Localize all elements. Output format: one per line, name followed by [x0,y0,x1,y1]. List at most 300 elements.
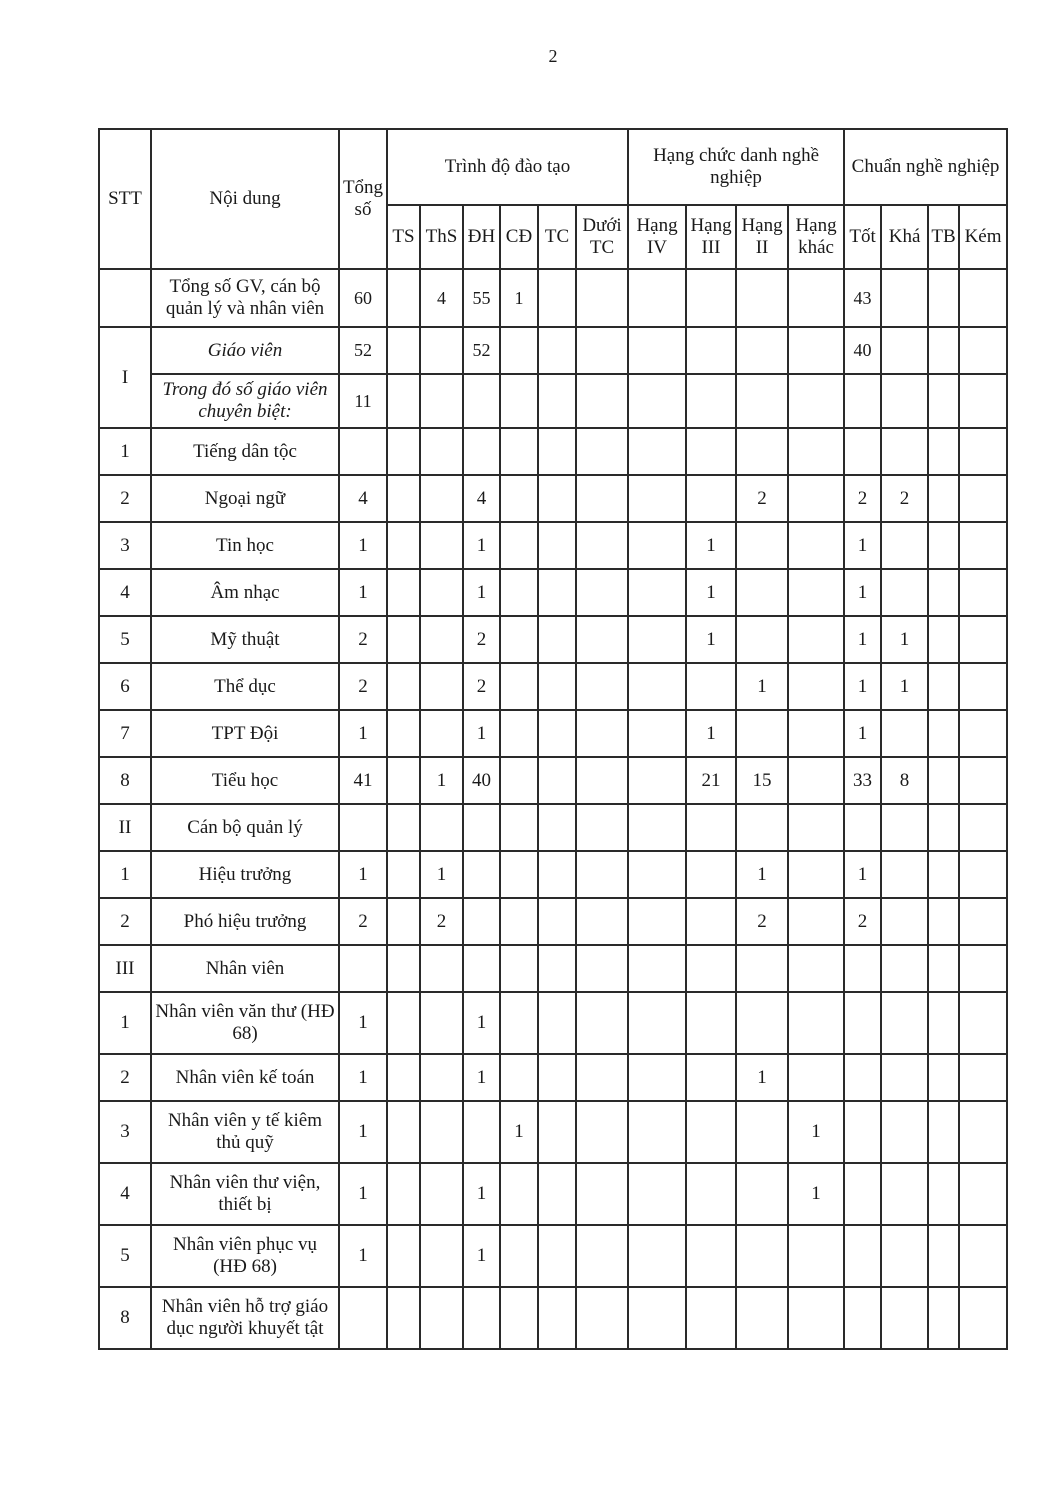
value-cell [928,898,959,945]
value-cell [844,1225,881,1287]
value-cell [538,992,576,1054]
value-cell [959,428,1007,475]
value-cell [881,1163,928,1225]
stt-cell: 2 [99,898,151,945]
value-cell [788,898,844,945]
value-cell: 40 [844,327,881,374]
stt-cell: 3 [99,522,151,569]
value-cell [686,269,736,327]
value-cell: 1 [788,1163,844,1225]
empty-cell [928,945,959,992]
value-cell [686,898,736,945]
value-cell [576,1101,628,1163]
value-cell [538,663,576,710]
table-row [99,475,1007,522]
section-header-row [99,945,1007,992]
table-row [99,663,1007,710]
value-cell [736,374,788,428]
value-cell: 1 [463,1054,500,1101]
value-cell [463,851,500,898]
value-cell [881,710,928,757]
value-cell [788,710,844,757]
value-cell [500,1054,538,1101]
value-cell [736,269,788,327]
empty-cell [339,804,387,851]
value-cell: 4 [463,475,500,522]
value-cell [387,269,420,327]
value-cell [736,710,788,757]
value-cell [420,616,463,663]
value-cell [339,1287,387,1349]
row-label: Nhân viên kế toán [151,1054,339,1101]
header-rank-group: Hạng chức danh nghề nghiệp [628,129,844,205]
stt-cell: 4 [99,569,151,616]
value-cell [928,851,959,898]
value-cell [628,475,686,522]
value-cell [576,327,628,374]
value-cell [576,757,628,804]
value-cell [788,1225,844,1287]
value-cell [538,1054,576,1101]
value-cell [928,327,959,374]
row-label: Thể dục [151,663,339,710]
row-label: Hiệu trưởng [151,851,339,898]
value-cell [538,851,576,898]
row-label: Âm nhạc [151,569,339,616]
summary-row [99,269,1007,327]
value-cell: 1 [339,1054,387,1101]
value-cell [881,327,928,374]
empty-cell [628,945,686,992]
value-cell [928,992,959,1054]
value-cell [500,522,538,569]
value-cell [736,1101,788,1163]
value-cell [928,1054,959,1101]
value-cell: 2 [339,663,387,710]
value-cell [736,616,788,663]
value-cell [881,1287,928,1349]
value-cell [788,569,844,616]
value-cell: 1 [844,663,881,710]
row-label: Nhân viên phục vụ (HĐ 68) [151,1225,339,1287]
value-cell [576,851,628,898]
value-cell [788,757,844,804]
row-label: TPT Đội [151,710,339,757]
value-cell [881,428,928,475]
value-cell [387,428,420,475]
value-cell [928,1287,959,1349]
value-cell [420,569,463,616]
value-cell [387,1225,420,1287]
empty-cell [420,804,463,851]
value-cell [959,1054,1007,1101]
value-cell [959,475,1007,522]
empty-cell [686,804,736,851]
value-cell [538,1225,576,1287]
value-cell [628,663,686,710]
value-cell [686,1054,736,1101]
value-cell [387,1054,420,1101]
value-cell [686,374,736,428]
value-cell: 4 [420,269,463,327]
value-cell [628,1225,686,1287]
value-cell [959,1163,1007,1225]
value-cell [844,992,881,1054]
page-number: 2 [548,46,558,66]
value-cell: 2 [463,663,500,710]
empty-cell [736,804,788,851]
value-cell: 1 [788,1101,844,1163]
header-rank-iii: Hạng III [686,205,736,269]
value-cell [538,569,576,616]
value-cell: 2 [844,475,881,522]
value-cell: 40 [463,757,500,804]
value-cell [576,1287,628,1349]
value-cell [628,1287,686,1349]
value-cell [576,522,628,569]
value-cell [500,851,538,898]
empty-cell [538,804,576,851]
value-cell: 1 [339,522,387,569]
value-cell [387,851,420,898]
value-cell [420,374,463,428]
value-cell [420,1101,463,1163]
value-cell [576,1225,628,1287]
header-rank-ii: Hạng II [736,205,788,269]
row-label: Tiếng dân tộc [151,428,339,475]
header-total: Tổng số [339,129,387,269]
empty-cell [576,804,628,851]
value-cell [628,569,686,616]
header-training-dh: ĐH [463,205,500,269]
section-stt: I [99,327,151,428]
value-cell [736,327,788,374]
value-cell: 1 [686,616,736,663]
value-cell [736,1163,788,1225]
stt-cell: 1 [99,428,151,475]
value-cell: 2 [844,898,881,945]
stt-cell: 6 [99,663,151,710]
value-cell [736,1287,788,1349]
table-row [99,1101,1007,1163]
value-cell [686,428,736,475]
empty-cell [387,945,420,992]
empty-cell [736,945,788,992]
value-cell: 1 [463,710,500,757]
value-cell [844,1054,881,1101]
value-cell: 1 [844,569,881,616]
value-cell [928,663,959,710]
value-cell [628,851,686,898]
value-cell [959,992,1007,1054]
value-cell [959,851,1007,898]
value-cell [881,1225,928,1287]
value-cell [736,428,788,475]
value-cell [628,616,686,663]
value-cell: 21 [686,757,736,804]
value-cell [387,757,420,804]
header-standard-average: TB [928,205,959,269]
value-cell [538,1101,576,1163]
value-cell [881,569,928,616]
value-cell [576,663,628,710]
table-row [99,1287,1007,1349]
value-cell: 1 [339,569,387,616]
value-cell [959,757,1007,804]
row-label: Phó hiệu trưởng [151,898,339,945]
value-cell [628,898,686,945]
value-cell [387,327,420,374]
value-cell [628,1101,686,1163]
value-cell [463,428,500,475]
value-cell [576,616,628,663]
header-standard-poor: Kém [959,205,1007,269]
value-cell [576,374,628,428]
value-cell [500,898,538,945]
empty-cell [500,804,538,851]
table-row [99,1225,1007,1287]
value-cell [928,1163,959,1225]
stt-cell [99,269,151,327]
value-cell: 41 [339,757,387,804]
value-cell [628,710,686,757]
value-cell [387,663,420,710]
staff-statistics-table [98,128,1008,1350]
value-cell [538,710,576,757]
value-cell [686,1287,736,1349]
empty-cell [959,945,1007,992]
table-row [99,851,1007,898]
value-cell: 1 [686,710,736,757]
value-cell [420,992,463,1054]
value-cell [881,522,928,569]
table-row [99,710,1007,757]
value-cell [538,522,576,569]
value-cell [538,374,576,428]
value-cell: 60 [339,269,387,327]
value-cell [538,428,576,475]
value-cell [576,1054,628,1101]
empty-cell [387,804,420,851]
value-cell [500,374,538,428]
value-cell [500,663,538,710]
row-label: Trong đó số giáo viên chuyên biệt: [151,374,339,428]
value-cell [844,1101,881,1163]
value-cell [500,428,538,475]
value-cell [387,992,420,1054]
value-cell: 1 [339,1163,387,1225]
value-cell [788,663,844,710]
value-cell [339,428,387,475]
value-cell [788,992,844,1054]
value-cell: 1 [463,522,500,569]
value-cell [538,757,576,804]
header-rank-other: Hạng khác [788,205,844,269]
value-cell [628,374,686,428]
value-cell [881,374,928,428]
table-row [99,1163,1007,1225]
value-cell [881,269,928,327]
value-cell: 1 [500,1101,538,1163]
empty-cell [500,945,538,992]
value-cell: 2 [339,616,387,663]
value-cell [959,616,1007,663]
value-cell [788,1054,844,1101]
stt-cell: 2 [99,475,151,522]
value-cell [538,1287,576,1349]
row-label: Nhân viên hỗ trợ giáo dục người khuyết tật [151,1287,339,1349]
value-cell: 1 [736,663,788,710]
value-cell: 1 [463,1225,500,1287]
empty-cell [628,804,686,851]
value-cell [959,1225,1007,1287]
value-cell [844,1287,881,1349]
stt-cell: 1 [99,851,151,898]
value-cell [628,327,686,374]
value-cell [959,522,1007,569]
value-cell: 52 [339,327,387,374]
value-cell [881,1101,928,1163]
header-stt: STT [99,129,151,269]
value-cell [628,992,686,1054]
value-cell [844,428,881,475]
header-training-ts: TS [387,205,420,269]
stt-cell: 5 [99,1225,151,1287]
row-label: Mỹ thuật [151,616,339,663]
value-cell [628,428,686,475]
value-cell [844,374,881,428]
value-cell [463,1287,500,1349]
section-stt: II [99,804,151,851]
value-cell [420,428,463,475]
value-cell [959,898,1007,945]
value-cell: 1 [339,1225,387,1287]
value-cell: 1 [339,851,387,898]
value-cell: 1 [844,522,881,569]
value-cell [538,327,576,374]
section-stt: III [99,945,151,992]
value-cell [959,327,1007,374]
value-cell [788,475,844,522]
value-cell [686,1225,736,1287]
value-cell [928,374,959,428]
value-cell [420,1287,463,1349]
value-cell: 1 [463,569,500,616]
value-cell: 1 [844,616,881,663]
value-cell [420,327,463,374]
value-cell [844,1163,881,1225]
value-cell [576,428,628,475]
value-cell [686,992,736,1054]
value-cell: 2 [736,475,788,522]
value-cell [959,1101,1007,1163]
table-row [99,616,1007,663]
value-cell: 1 [339,992,387,1054]
value-cell [788,269,844,327]
table-row [99,428,1007,475]
header-content: Nội dung [151,129,339,269]
header-standard-fair: Khá [881,205,928,269]
value-cell [928,428,959,475]
value-cell [538,475,576,522]
value-cell [788,522,844,569]
value-cell [576,992,628,1054]
value-cell [576,569,628,616]
section-row-specialist-teachers [99,374,1007,428]
value-cell: 43 [844,269,881,327]
value-cell [736,1225,788,1287]
table-row [99,522,1007,569]
value-cell [928,1225,959,1287]
value-cell [628,1054,686,1101]
value-cell [387,710,420,757]
table-row [99,757,1007,804]
value-cell [500,757,538,804]
stt-cell: 8 [99,1287,151,1349]
empty-cell [844,804,881,851]
empty-cell [788,804,844,851]
header-standard-group: Chuẩn nghề nghiệp [844,129,1007,205]
value-cell [628,522,686,569]
value-cell [686,1101,736,1163]
value-cell [538,1163,576,1225]
value-cell [420,710,463,757]
header-row-1 [99,129,1007,205]
value-cell: 1 [736,851,788,898]
value-cell [500,1225,538,1287]
value-cell [538,269,576,327]
value-cell [387,1287,420,1349]
value-cell [928,569,959,616]
value-cell [576,1163,628,1225]
value-cell [420,475,463,522]
value-cell [686,851,736,898]
value-cell: 1 [736,1054,788,1101]
value-cell [387,898,420,945]
value-cell [463,898,500,945]
value-cell [420,1225,463,1287]
value-cell: 1 [339,710,387,757]
value-cell [788,428,844,475]
value-cell [881,1054,928,1101]
value-cell [538,898,576,945]
value-cell [928,522,959,569]
table-row [99,569,1007,616]
value-cell: 55 [463,269,500,327]
value-cell [463,1101,500,1163]
empty-cell [844,945,881,992]
empty-cell [788,945,844,992]
value-cell [576,710,628,757]
value-cell: 1 [500,269,538,327]
value-cell: 1 [844,710,881,757]
value-cell [959,1287,1007,1349]
value-cell [500,1287,538,1349]
empty-cell [538,945,576,992]
value-cell: 1 [881,663,928,710]
value-cell [420,1163,463,1225]
value-cell [387,522,420,569]
value-cell [928,269,959,327]
value-cell [928,475,959,522]
stt-cell: 7 [99,710,151,757]
value-cell: 1 [463,992,500,1054]
value-cell: 1 [686,569,736,616]
row-label: Nhân viên văn thư (HĐ 68) [151,992,339,1054]
value-cell [736,569,788,616]
empty-cell [339,945,387,992]
table-row [99,1054,1007,1101]
